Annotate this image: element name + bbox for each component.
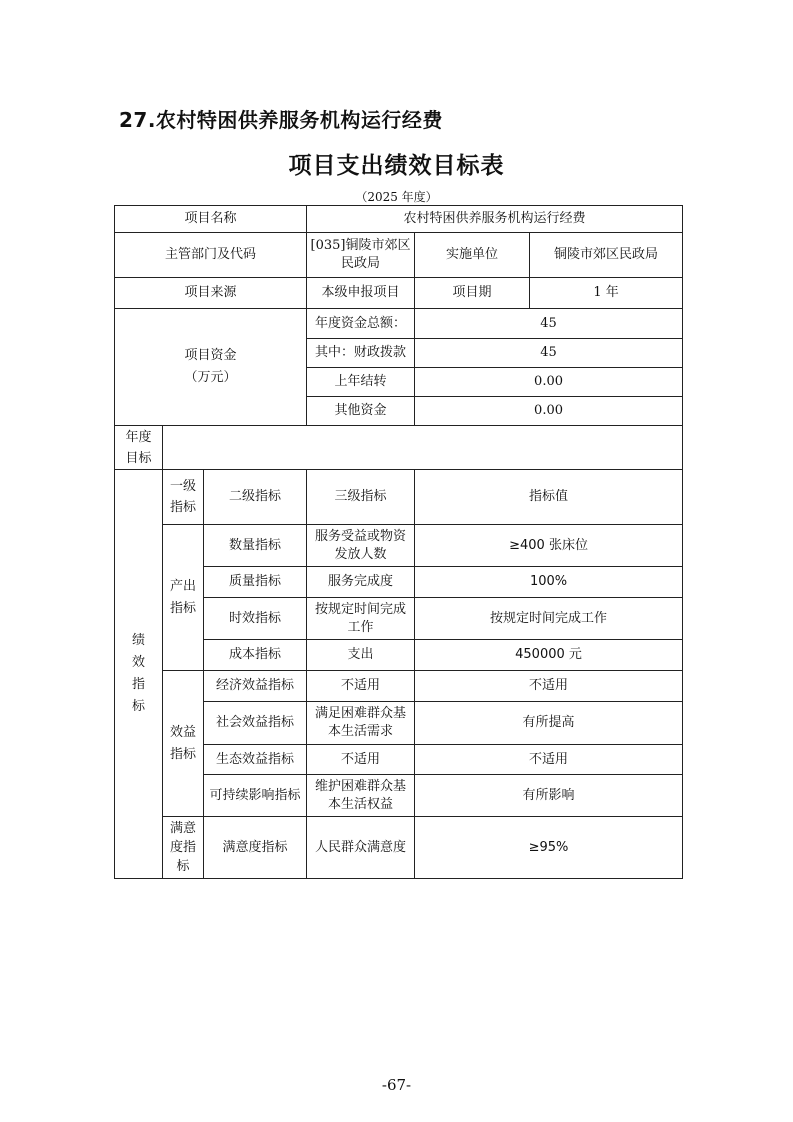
table-row: [115, 525, 683, 567]
table-row: [115, 233, 683, 278]
benefit-label: [163, 671, 204, 817]
impl-value: 铜陵市郊区民政局: [530, 233, 683, 278]
source-value: 本级申报项目: [307, 278, 415, 309]
page-number: -67-: [381, 1076, 412, 1094]
benefit-level3: 满足困难群众基本生活需求: [307, 702, 415, 745]
satisfaction-level3: 人民群众满意度: [307, 817, 415, 879]
header-level2: 二级指标: [204, 470, 307, 525]
indicators-group-label: [115, 470, 163, 879]
project-name-label: 项目名称: [115, 206, 307, 233]
section-heading: 27.农村特困供养服务机构运行经费: [119, 108, 443, 132]
funds-total-value: 45: [415, 309, 683, 339]
output-level2: 时效指标: [204, 598, 307, 640]
period-value: 1 年: [530, 278, 683, 309]
benefit-value: 有所影响: [415, 775, 683, 817]
benefit-level2: 社会效益指标: [204, 702, 307, 745]
dept-label: 主管部门及代码: [115, 233, 307, 278]
output-level2: 数量指标: [204, 525, 307, 567]
output-level3: 服务受益或物资发放人数: [307, 525, 415, 567]
satisfaction-level2: 满意度指标: [204, 817, 307, 879]
table-row: [115, 470, 683, 525]
year-label: （2025 年度）: [355, 190, 438, 204]
table-row: [115, 278, 683, 309]
satisfaction-value: ≥95%: [415, 817, 683, 879]
table-row: [115, 426, 683, 470]
header-level1: [163, 470, 204, 525]
output-level3: 支出: [307, 640, 415, 671]
funds-carry-value: 0.00: [415, 368, 683, 397]
annual-goal-value: [163, 426, 683, 470]
benefit-value: 有所提高: [415, 702, 683, 745]
benefit-level2: 经济效益指标: [204, 671, 307, 702]
satisfaction-label-text: 满意度指标: [169, 821, 196, 874]
header-level1-text: 一级指标: [169, 479, 196, 515]
benefit-level2: 生态效益指标: [204, 745, 307, 775]
performance-table: [114, 205, 683, 879]
annual-goal-label: [115, 426, 163, 470]
header-value: 指标值: [415, 470, 683, 525]
satisfaction-label: [163, 817, 204, 879]
funds-fiscal-value: 45: [415, 339, 683, 368]
output-level3: 服务完成度: [307, 567, 415, 598]
table-row: [115, 671, 683, 702]
output-level2: 质量指标: [204, 567, 307, 598]
funds-carry-label: 上年结转: [307, 368, 415, 397]
header-level3: 三级指标: [307, 470, 415, 525]
annual-goal-label-text: 年度目标: [125, 429, 152, 466]
table-row: [115, 206, 683, 233]
benefit-level3: 不适用: [307, 745, 415, 775]
table-row: [115, 309, 683, 339]
impl-label: 实施单位: [415, 233, 530, 278]
benefit-level3: 维护困难群众基本生活权益: [307, 775, 415, 817]
funds-other-label: 其他资金: [307, 397, 415, 426]
period-label: 项目期: [415, 278, 530, 309]
output-value: 450000 元: [415, 640, 683, 671]
table-row: [115, 817, 683, 879]
benefit-label-text: 效益指标: [169, 724, 196, 762]
benefit-level2: 可持续影响指标: [204, 775, 307, 817]
funds-fiscal-label: 其中：财政拨款: [307, 339, 415, 368]
benefit-value: 不适用: [415, 671, 683, 702]
output-value: ≥400 张床位: [415, 525, 683, 567]
funds-label-text: 项目资金（万元）: [184, 348, 237, 385]
benefit-value: 不适用: [415, 745, 683, 775]
output-level3: 按规定时间完成工作: [307, 598, 415, 640]
benefit-level3: 不适用: [307, 671, 415, 702]
source-label: 项目来源: [115, 278, 307, 309]
output-level2: 成本指标: [204, 640, 307, 671]
dept-value: [035]铜陵市郊区民政局: [307, 233, 415, 278]
output-label-text: 产出指标: [169, 578, 196, 616]
output-label: [163, 525, 204, 671]
output-value: 100%: [415, 567, 683, 598]
funds-label: [115, 309, 307, 426]
funds-other-value: 0.00: [415, 397, 683, 426]
indicators-group-label-text: 绩效指标: [131, 633, 145, 714]
project-name-value: 农村特困供养服务机构运行经费: [307, 206, 683, 233]
output-value: 按规定时间完成工作: [415, 598, 683, 640]
funds-total-label: 年度资金总额：: [307, 309, 415, 339]
table-title: 项目支出绩效目标表: [288, 153, 505, 179]
